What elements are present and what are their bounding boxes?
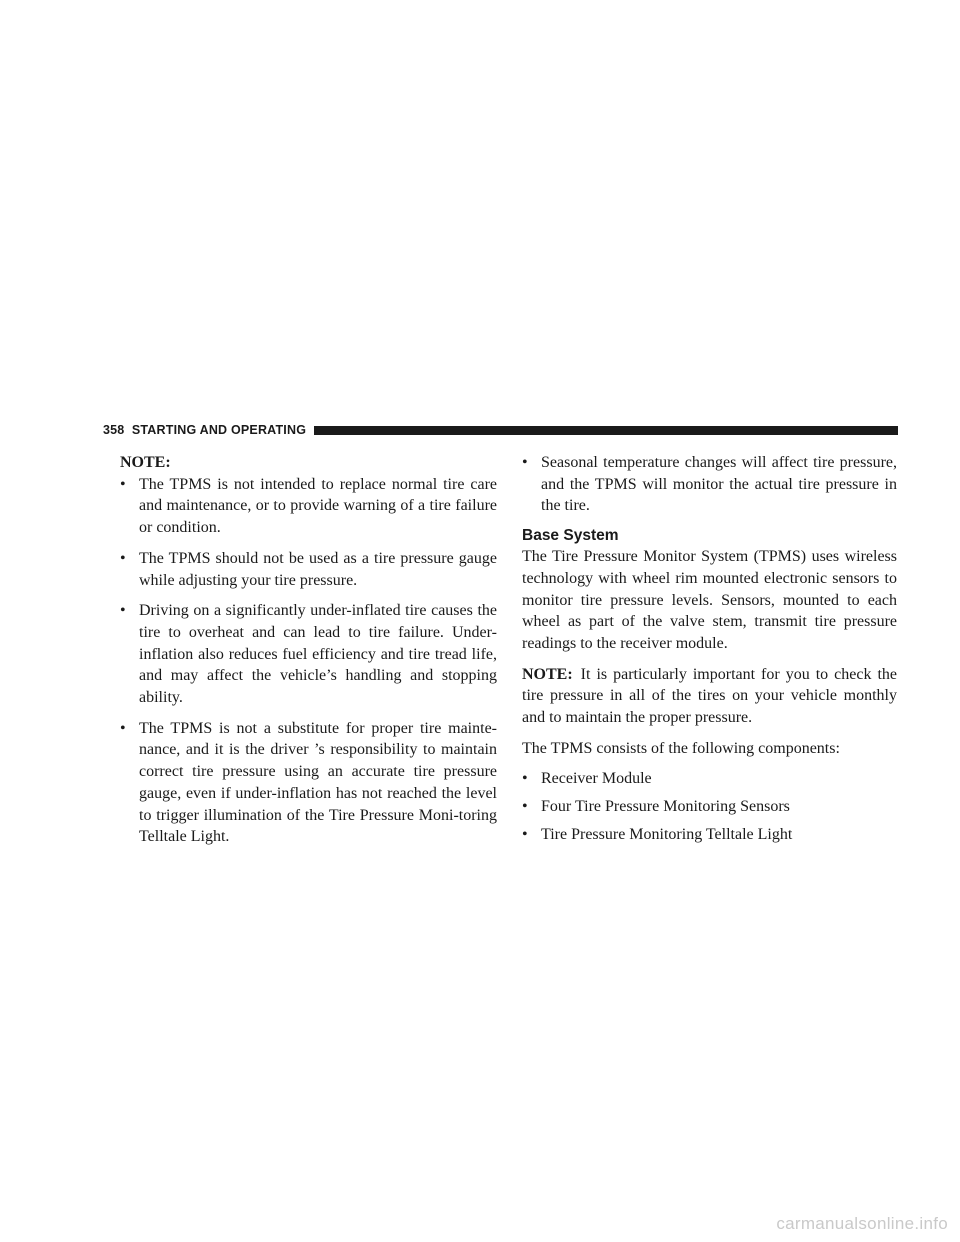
base-system-paragraph: The Tire Pressure Monitor System (TPMS) uses wireless technology with wheel rim mounted electronic sensors to monitor tire pressure levels. Sensors, mounted to each wheel as part of the valve stem, transmit tire pressure readings to the receiver module.: [522, 548, 897, 652]
bullet-icon: •: [522, 825, 528, 843]
page-header: [103, 422, 898, 438]
components-intro: The TPMS consists of the following components:: [522, 739, 840, 757]
list-item: • Seasonal temperature changes will affect tire pressure, and the TPMS will monitor the actual tire pressure in the tire.: [522, 454, 897, 515]
list-item: • The TPMS should not be used as a tire pressure gauge while adjusting your tire pressure.: [120, 549, 497, 589]
list-item: • The TPMS is not intended to replace normal tire care and maintenance, or to provide warning of a tire failure or condition.: [120, 475, 497, 537]
section-title: STARTING AND OPERATING: [131, 423, 307, 437]
bullet-icon: •: [522, 770, 528, 788]
header-rule: [314, 426, 898, 435]
page-number: 358: [103, 423, 125, 437]
left-column: [120, 452, 497, 857]
list-item: • Four Tire Pressure Monitoring Sensors: [522, 796, 897, 818]
list-item: • Driving on a significantly under-inflated tire causes the tire to overheat and can lead to tire failure. Under-inflation also reduces fuel efficiency and tire tread life, and may affect the vehicle’s handling and stopping ability.: [120, 602, 497, 707]
watermark: carmanualsonline.info: [776, 1214, 948, 1233]
note-bullet-list: [120, 474, 497, 848]
list-item: • The TPMS is not a substitute for proper tire mainte-nance, and it is the driver ’s responsibility to maintain correct tire pressure using an accurate tire pressure gauge, even if under-inflation has not reached the level to trigger illumination of the Tire Pressure Moni-toring Telltale Light.: [120, 719, 497, 846]
bullet-icon: •: [522, 798, 528, 816]
note-title: NOTE:: [120, 454, 171, 471]
page-header-text: [103, 423, 306, 437]
bullet-icon: •: [120, 602, 126, 620]
section-heading: Base System: [522, 527, 619, 545]
bullet-icon: •: [120, 475, 126, 493]
bullet-icon: •: [120, 719, 126, 737]
note-label: NOTE:: [522, 665, 573, 683]
continued-bullet-list: [522, 452, 897, 517]
list-item: • Tire Pressure Monitoring Telltale Light: [522, 824, 897, 846]
bullet-icon: •: [522, 454, 528, 471]
right-column: [522, 452, 897, 852]
components-list: [522, 768, 897, 845]
note-paragraph: [522, 664, 897, 729]
bullet-icon: •: [120, 549, 126, 567]
list-item: • Receiver Module: [522, 768, 897, 790]
note-text: It is particularly important for you to check the tire pressure in all of the tires on your vehicle monthly and to maintain the proper pressure.: [522, 665, 897, 727]
